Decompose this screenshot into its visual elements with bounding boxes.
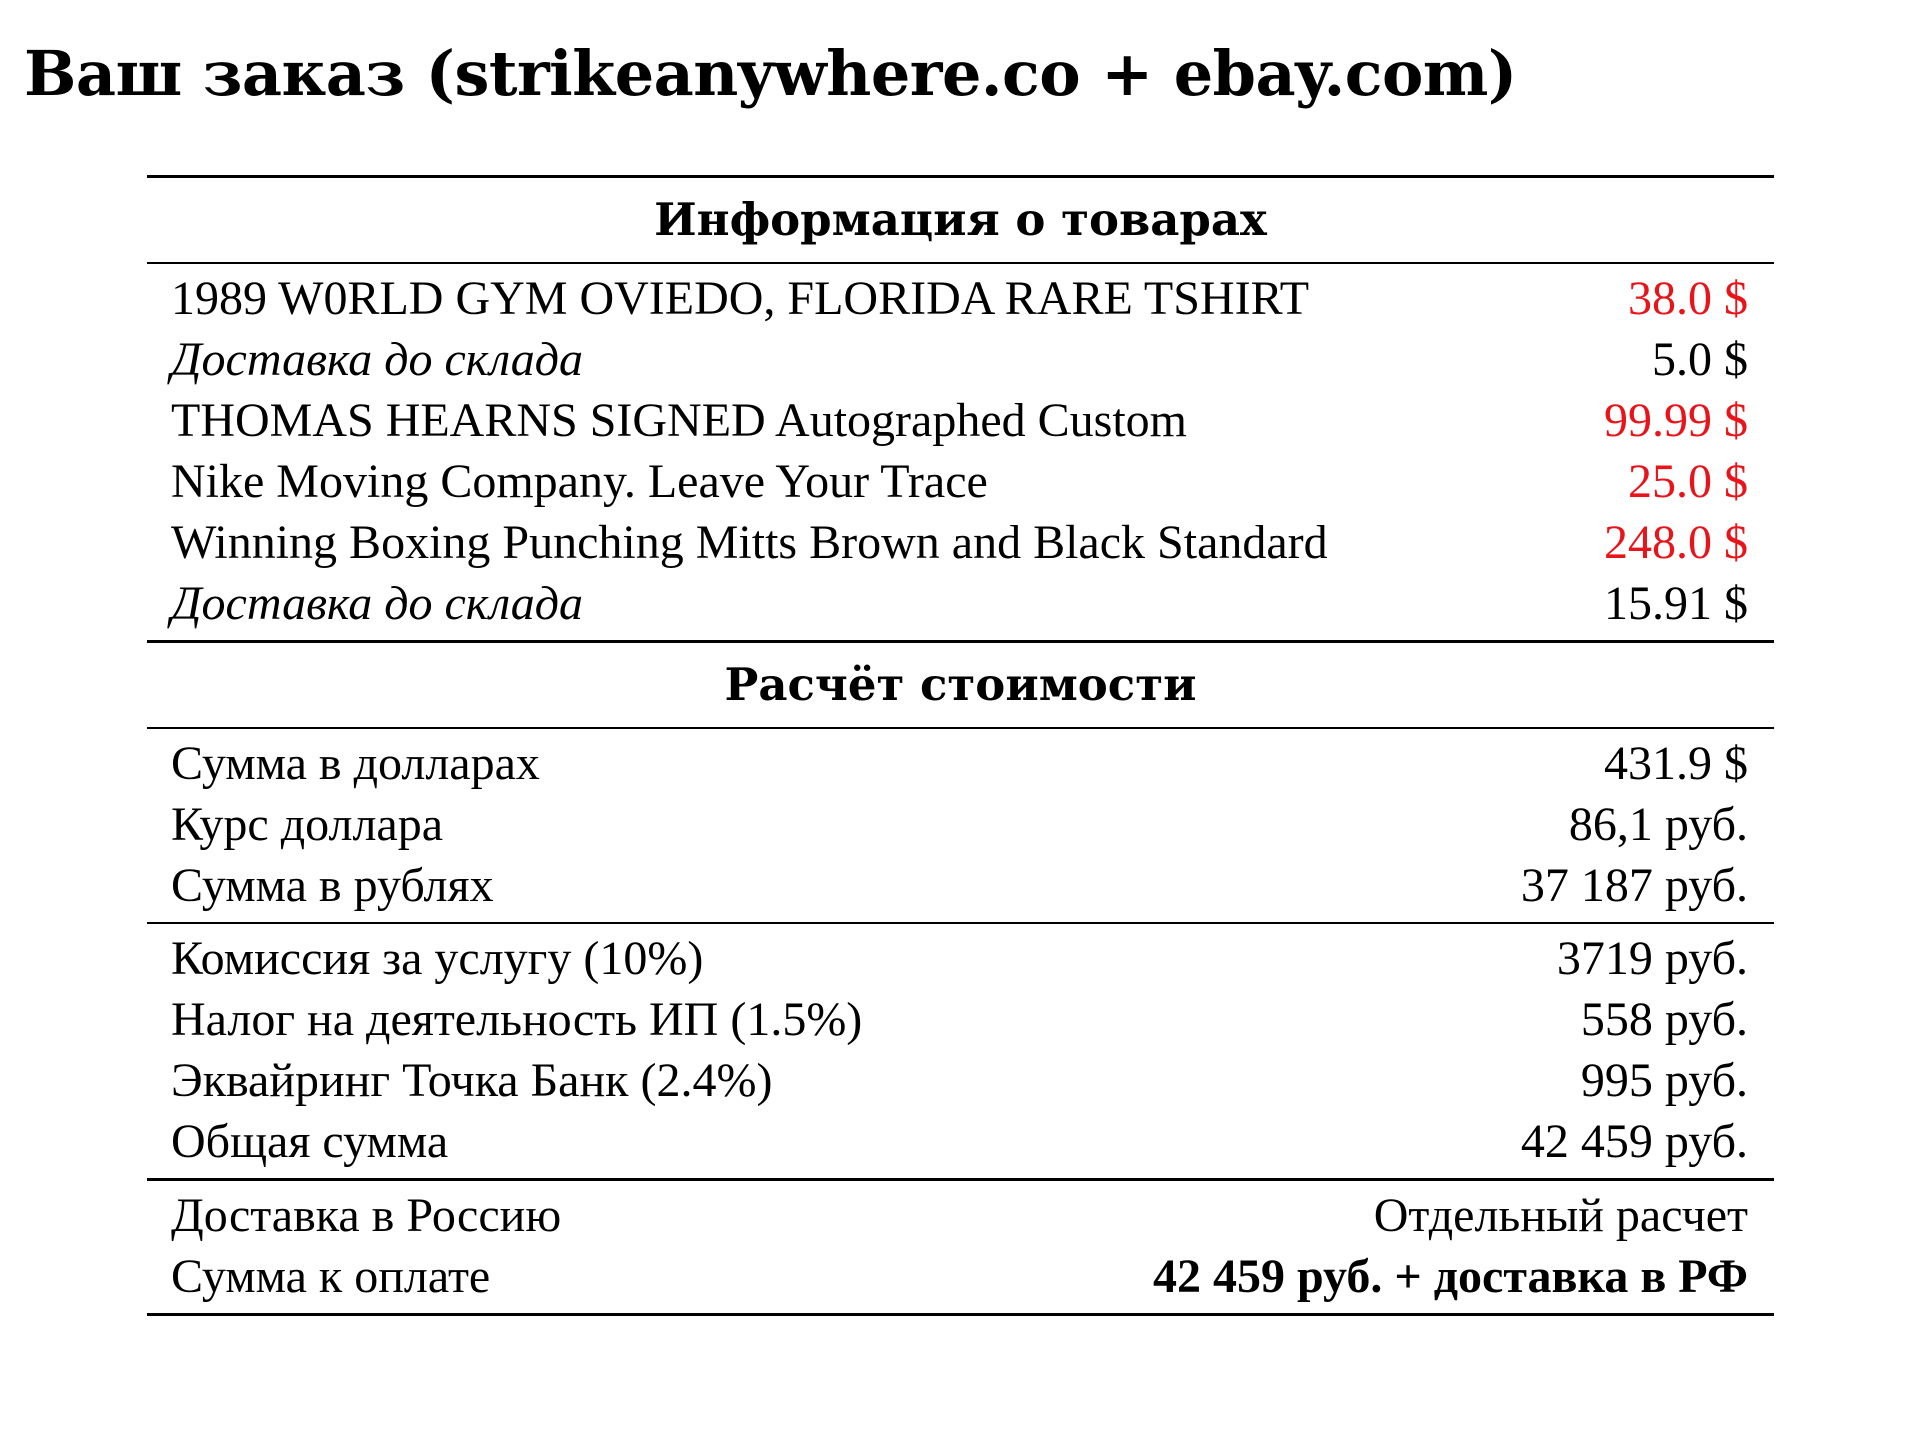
- item-name: Winning Boxing Punching Mitts Brown and Black Standard: [171, 516, 1328, 569]
- shipping-price: 5.0 $: [1652, 333, 1748, 386]
- fee-row-grand-total: [147, 1111, 1774, 1172]
- item-price: 25.0 $: [1628, 455, 1748, 508]
- calc-value: 37 187 руб.: [1520, 859, 1748, 912]
- item-name: Nike Moving Company. Leave Your Trace: [171, 455, 988, 508]
- fee-label: Общая сумма: [171, 1115, 449, 1168]
- shipping-label: Доставка до склада: [171, 333, 583, 386]
- fee-row-acquiring: [147, 1050, 1774, 1111]
- item-name: 1989 W0RLD GYM OVIEDO, FLORIDA RARE TSHIRT: [171, 272, 1310, 325]
- item-row: [147, 268, 1774, 329]
- table-bottom-rule: [147, 1313, 1774, 1316]
- fee-value: 558 руб.: [1580, 993, 1748, 1046]
- item-row: [147, 512, 1774, 573]
- calc-label: Курс доллара: [171, 798, 444, 851]
- amount-due-value: 42 459 руб. + доставка в РФ: [1152, 1250, 1748, 1303]
- final-list: [147, 1181, 1774, 1313]
- fee-row-tax: [147, 989, 1774, 1050]
- calc-row-exchange-rate: [147, 794, 1774, 855]
- fee-value: 42 459 руб.: [1520, 1115, 1748, 1168]
- fees-list: [147, 924, 1774, 1178]
- calc-row-usd-total: [147, 733, 1774, 794]
- calc-row-rub-total: [147, 855, 1774, 916]
- final-row-amount-due: [147, 1246, 1774, 1307]
- final-label: Доставка в Россию: [171, 1189, 562, 1242]
- item-price: 248.0 $: [1604, 516, 1748, 569]
- items-section-header: Информация о товарах: [654, 193, 1267, 246]
- shipping-row: [147, 329, 1774, 390]
- calc-label: Сумма в рублях: [171, 859, 494, 912]
- calc-value: 431.9 $: [1604, 737, 1748, 790]
- item-name: THOMAS HEARNS SIGNED Autographed Custom: [171, 394, 1188, 447]
- fee-row-commission: [147, 928, 1774, 989]
- order-table: [147, 175, 1774, 1316]
- final-label: Сумма к оплате: [171, 1250, 491, 1303]
- item-row: [147, 451, 1774, 512]
- calc-label: Сумма в долларах: [171, 737, 540, 790]
- calc-list: [147, 729, 1774, 922]
- page-title: Ваш заказ (strikeanywhere.co + ebay.com): [24, 37, 1517, 110]
- fee-label: Комиссия за услугу (10%): [171, 932, 704, 985]
- fee-value: 3719 руб.: [1556, 932, 1748, 985]
- calc-section-header: Расчёт стоимости: [724, 658, 1197, 711]
- fee-label: Эквайринг Точка Банк (2.4%): [171, 1054, 773, 1107]
- final-value: Отдельный расчет: [1373, 1189, 1748, 1242]
- fee-label: Налог на деятельность ИП (1.5%): [171, 993, 863, 1046]
- item-row: [147, 390, 1774, 451]
- calc-value: 86,1 руб.: [1568, 798, 1748, 851]
- fee-value: 995 руб.: [1580, 1054, 1748, 1107]
- shipping-label: Доставка до склада: [171, 577, 583, 630]
- item-price: 99.99 $: [1604, 394, 1748, 447]
- shipping-row: [147, 573, 1774, 634]
- items-list: [147, 264, 1774, 640]
- item-price: 38.0 $: [1628, 272, 1748, 325]
- final-row-russia-shipping: [147, 1185, 1774, 1246]
- shipping-price: 15.91 $: [1604, 577, 1748, 630]
